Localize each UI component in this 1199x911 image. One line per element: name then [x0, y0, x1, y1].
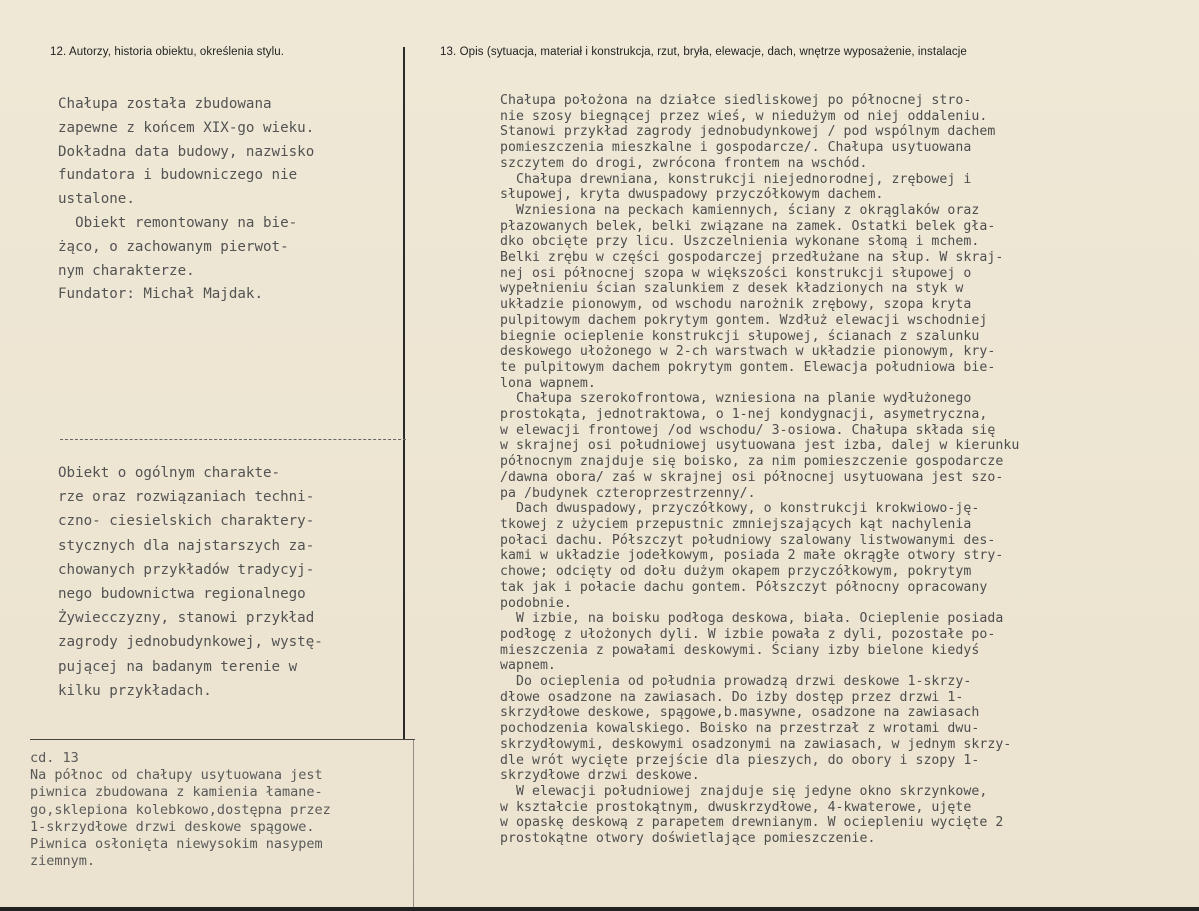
text-line: w elewacji frontowej /od wschodu/ 3-osiowa. Chałupa składa się [500, 422, 996, 438]
text-line: wypełnieniu ścian szalunkiem z desek kładzionych na styk w [500, 281, 964, 297]
text-line: wapnem. [500, 658, 556, 674]
text-line: rze oraz rozwiązaniach techni- [58, 489, 315, 506]
text-line: pochodzenia kowalskiego. Boisko na przestrzał z wrotami dwu- [500, 721, 980, 737]
column-divider [403, 47, 405, 739]
description-text-block [500, 93, 1019, 847]
text-line: skrzydłowe deskowe, spągowe,b.masywne, osadzone na zawiasach [500, 705, 980, 721]
text-line: połaci dachu. Półszczyt południowy szalowany listwowanymi des- [500, 532, 996, 548]
text-line: żąco, o zachowanym pierwot- [58, 238, 289, 255]
text-line: fundatora i budowniczego nie [58, 167, 298, 184]
text-line: W izbie, na boisku podłoga deskowa, biała. Ocieplenie posiada [500, 611, 1004, 627]
text-line: szczytem do drogi, zwrócona frontem na wschód. [500, 155, 868, 171]
text-line: tak jak i połacie dachu gontem. Półszczyt północny opracowany [500, 579, 988, 595]
text-line: te pulpitowym dachem pokrytym gontem. Elewacja południowa bie- [500, 359, 996, 375]
text-line: tkowej z użyciem przepustnic zmniejszających kąt nachylenia [500, 516, 972, 532]
text-line: go,sklepiona kolebkowo,dostępna przez [30, 801, 331, 818]
text-line: mieszczenia z powałami deskowymi. Ściany izby bielone kiedyś [500, 642, 980, 658]
text-line: Chałupa została zbudowana [58, 96, 272, 112]
text-line: W elewacji południowej znajduje się jedyne okno skrzynkowe, [500, 783, 988, 799]
text-line: dle wrót wycięte przejście dla pieszych, do obory i szopy 1- [500, 752, 980, 768]
text-line: chowe; odcięty od dołu dużym okapem przyczółkowym, pokrytym [500, 564, 972, 580]
text-line: Obiekt remontowany na bie- [58, 214, 298, 231]
text-line: Na północ od chałupy usytuowana jest [30, 767, 323, 784]
text-line: Stanowi przykład zagrody jednobudynkowej / pod wspólnym dachem [500, 124, 996, 140]
text-line: dko obcięte przy licu. Uszczelnienia wykonane słomą i mchem. [500, 234, 980, 250]
text-line: ustalone. [58, 191, 135, 208]
text-line: w skrajnej osi południowej usytuowana jest izba, dalej w kierunku [500, 438, 1020, 454]
text-line: Dach dwuspadowy, przyczółkowy, o konstrukcji krokwiowo-ję- [500, 501, 980, 517]
text-line: zapewne z końcem XIX-go wieku. [58, 119, 315, 136]
text-line: Wzniesiona na peckach kamiennych, ściany z okrąglaków oraz [500, 202, 980, 218]
text-line: cd. 13 [30, 750, 79, 766]
text-line: biegnie ocieplenie konstrukcji słupowej, ścianach z szalunku [500, 328, 980, 344]
section-13-header: 13. Opis (sytuacja, materiał i konstrukcja, rzut, bryła, elewacje, dach, wnętrze wyposażenie, instalacje [440, 46, 967, 58]
text-line: płazowanych belek, belki związane na zamek. Ostatki belek gła- [500, 218, 996, 234]
solid-separator [30, 739, 415, 740]
text-line: Dokładna data budowy, nazwisko [58, 143, 315, 160]
column-divider-lower [413, 739, 414, 909]
continuation-text-block [30, 750, 331, 870]
text-line: skrzydłowymi, deskowymi osadzonymi na zawiasach, w jednym skrzy- [500, 736, 1012, 752]
history-text-block [58, 93, 314, 307]
style-text-block [58, 461, 323, 703]
text-line: nie szosy biegnącej przez wieś, w niedużym od niej oddaleniu. [500, 108, 988, 124]
text-line: kami w układzie jodełkowym, posiada 2 małe okrągłe otwory stry- [500, 548, 1004, 564]
text-line: kilku przykładach. [58, 682, 212, 699]
page-bottom-edge [0, 907, 1199, 911]
text-line: pa /budynek czteroprzestrzenny/. [500, 485, 756, 501]
text-line: czno- ciesielskich charaktery- [58, 513, 315, 530]
text-line: pomieszczenia mieszkalne i gospodarcze/. Chałupa usytuowana [500, 140, 972, 156]
text-line: skrzydłowe drzwi deskowe. [500, 768, 700, 784]
text-line: prostokąta, jednotraktowa, o 1-nej kondygnacji, asymetryczna, [500, 407, 988, 423]
text-line: nego budownictwa regionalnego [58, 586, 306, 603]
text-line: w kształcie prostokątnym, dwuskrzydłowe, 4-kwaterowe, ujęte [500, 799, 972, 815]
text-line: /dawna obora/ zaś w skrajnej osi północnej usytuowana jest szo- [500, 469, 1004, 485]
text-line: 1-skrzydłowe drzwi deskowe spągowe. [30, 818, 315, 835]
text-line: Chałupa drewniana, konstrukcji niejednorodnej, zrębowej i [500, 171, 972, 187]
text-line: piwnica zbudowana z kamienia łamane- [30, 784, 323, 801]
text-line: stycznych dla najstarszych za- [58, 537, 315, 554]
text-line: podłogę z ułożonych dyli. W izbie powała z dyli, pozostałe po- [500, 626, 996, 642]
text-line: ziemnym. [30, 853, 96, 870]
text-line: pującej na badanym terenie w [58, 658, 298, 675]
text-line: deskowego ułożonego w 2-ch warstwach w układzie pionowym, kry- [500, 344, 996, 360]
text-line: chowanych przykładów tradycyj- [58, 561, 315, 578]
text-line: układzie pionowym, od wschodu narożnik zrębowy, szopa kryta [500, 297, 972, 313]
text-line: dłowe osadzone na zawiasach. Do izby dostęp przez drzwi 1- [500, 689, 964, 705]
text-line: Belki zrębu w części gospodarczej przedłużane na słup. W skraj- [500, 250, 1004, 266]
text-line: pulpitowym dachem pokrytym gontem. Wzdłuż elewacji wschodniej [500, 312, 988, 328]
text-line: Piwnica osłonięta niewysokim nasypem [30, 836, 323, 853]
text-line: Chałupa położona na działce siedliskowej po północnej stro- [500, 93, 972, 108]
text-line: Fundator: Michał Majdak. [58, 286, 263, 303]
text-line: nym charakterze. [58, 262, 195, 279]
text-line: nej osi północnej szopa w większości konstrukcji słupowej o [500, 265, 972, 281]
text-line: Żywiecczyzny, stanowi przykład [58, 610, 315, 627]
section-12-header: 12. Autorzy, historia obiektu, określenia stylu. [50, 46, 285, 58]
text-line: podobnie. [500, 595, 572, 611]
text-line: słupowej, kryta dwuspadowy przyczółkowym dachem. [500, 187, 884, 203]
dashed-separator [60, 439, 406, 440]
text-line: Obiekt o ogólnym charakte- [58, 465, 281, 481]
text-line: Chałupa szerokofrontowa, wzniesiona na planie wydłużonego [500, 391, 972, 407]
text-line: lona wapnem. [500, 375, 596, 391]
text-line: północnym znajduje się boisko, za nim pomieszczenie gospodarcze [500, 454, 1004, 470]
text-line: zagrody jednobudynkowej, wystę- [58, 634, 323, 651]
text-line: Do ocieplenia od południa prowadzą drzwi deskowe 1-skrzy- [500, 674, 972, 690]
text-line: w opaskę deskową z parapetem drewnianym. W ociepleniu wycięte 2 [500, 815, 1004, 831]
text-line: prostokątne otwory doświetlające pomieszczenie. [500, 831, 876, 847]
